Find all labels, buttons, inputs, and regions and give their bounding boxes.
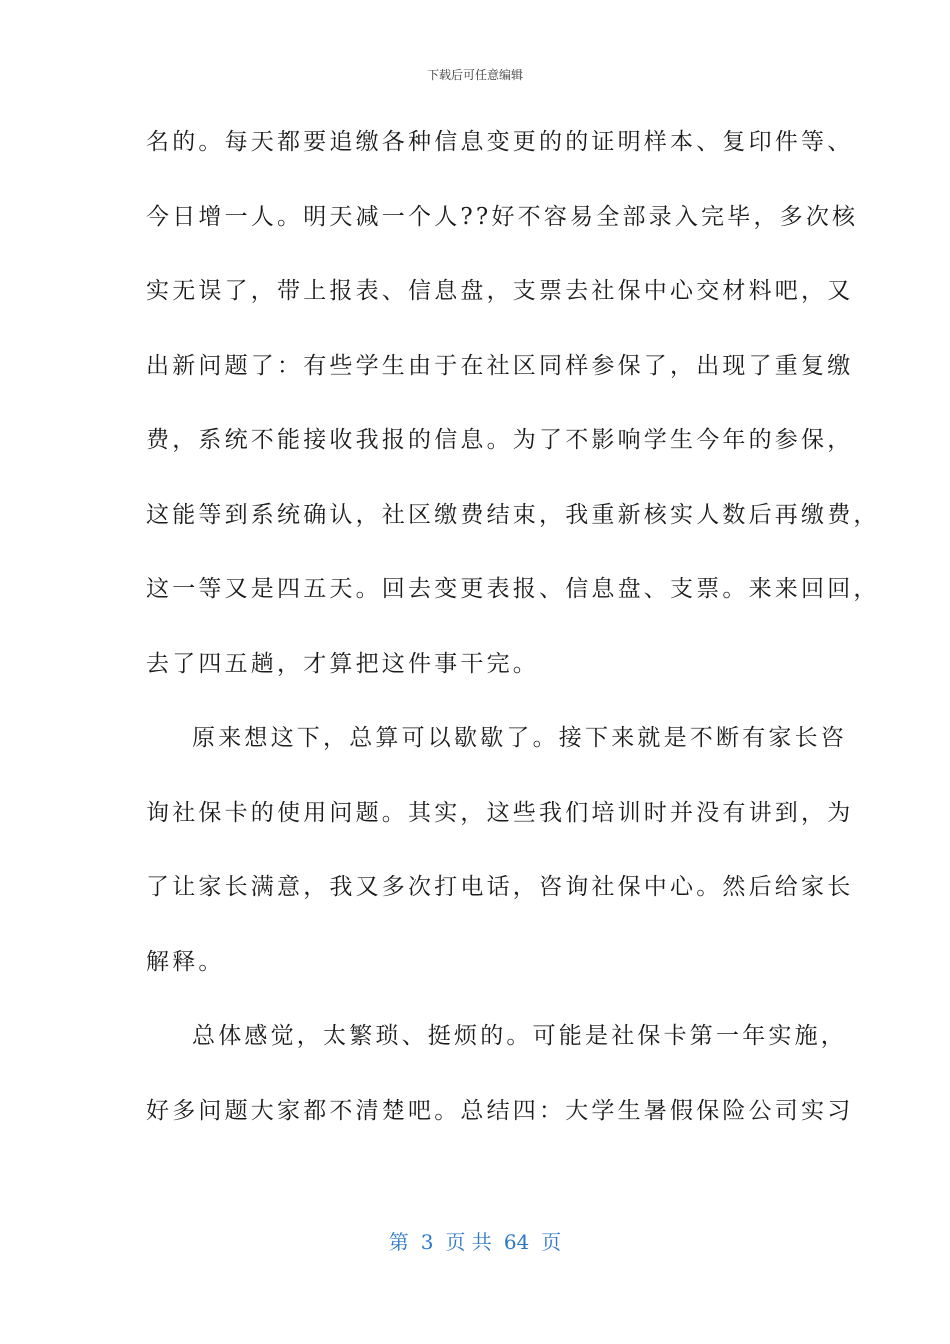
total-page-count: 64 xyxy=(503,1230,530,1254)
text-line-4: 出新问题了：有些学生由于在社区同样参保了，出现了重复缴 xyxy=(146,352,854,379)
page-header: 下载后可任意编辑 xyxy=(426,68,523,82)
page-prefix: 第 xyxy=(388,1230,409,1254)
text-line-1: 名的。每天都要追缴各种信息变更的的证明样本、复印件等、 xyxy=(146,129,854,155)
text-line-11: 了让家长满意，我又多次打电话，咨询社保中心。然后给家长 xyxy=(146,874,854,900)
text-line-3: 实无误了，带上报表、信息盘，支票去社保中心交材料吧，又 xyxy=(146,278,854,304)
text-line-6: 这能等到系统确认，社区缴费结束，我重新核实人数后再缴费， xyxy=(146,501,880,528)
text-line-13: 总体感觉，太繁琐、挺烦的。可能是社保卡第一年实施， xyxy=(192,1023,847,1049)
current-page-number: 3 xyxy=(420,1230,434,1254)
page-footer xyxy=(0,1226,950,1255)
text-line-8: 去了四五趟，才算把这件事干完。 xyxy=(146,650,539,677)
text-line-14: 好多问题大家都不清楚吧。总结四：大学生暑假保险公司实习 xyxy=(146,1097,854,1124)
text-line-10: 询社保卡的使用问题。其实，这些我们培训时并没有讲到，为 xyxy=(146,799,854,826)
text-line-7: 这一等又是四五天。回去变更表报、信息盘、支票。来来回回， xyxy=(146,576,880,602)
text-line-5: 费，系统不能接收我报的信息。为了不影响学生今年的参保， xyxy=(146,427,854,453)
text-line-2: 今日增一人。明天减一个人??好不容易全部录入完毕，多次核 xyxy=(146,203,859,230)
text-line-9: 原来想这下，总算可以歇歇了。接下来就是不断有家长咨 xyxy=(192,725,847,751)
page-middle: 页 共 xyxy=(445,1230,492,1254)
text-line-12: 解释。 xyxy=(146,948,225,975)
page-suffix: 页 xyxy=(541,1230,562,1254)
document-body xyxy=(146,112,880,1155)
